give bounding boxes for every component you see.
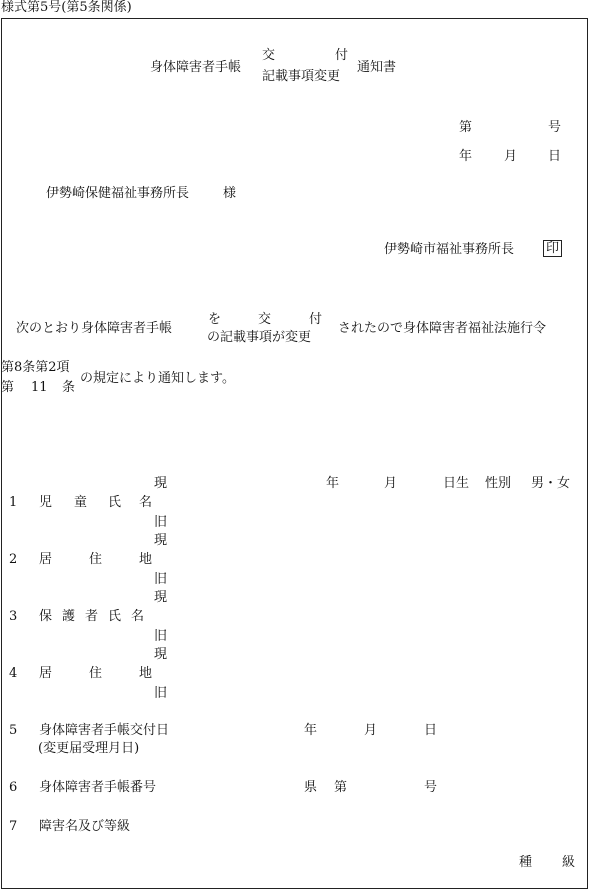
addressee-name: 伊勢崎保健福祉事務所長: [46, 186, 190, 201]
item3-label-char2: 護: [62, 609, 76, 624]
item1-sex-label: 性別: [485, 476, 512, 491]
body-reference-2-c: 条: [62, 380, 76, 395]
item1-current-mark: 現: [154, 476, 168, 491]
body-tail: されたので身体障害者福祉法施行令: [338, 321, 547, 336]
body-option-change: の記載事項が変更: [207, 330, 312, 345]
item3-label-char5: 名: [131, 609, 145, 624]
title-option-change: 記載事項変更: [262, 69, 341, 84]
date-day: 日: [548, 149, 562, 164]
item1-number: 1: [9, 495, 18, 510]
number-go: 号: [548, 120, 562, 135]
date-month: 月: [504, 149, 518, 164]
item1-sex-options: 男・女: [531, 476, 571, 491]
item1-birth-day: 日生: [443, 476, 470, 491]
item2-label-char2: 住: [89, 552, 103, 567]
item7-number: 7: [9, 819, 18, 834]
item1-label-char4: 名: [139, 495, 153, 510]
item5-month: 月: [364, 723, 378, 738]
item7-grade-kind: 種: [519, 855, 533, 870]
issuer-name: 伊勢崎市福祉事務所長: [384, 242, 515, 257]
item6-dai: 第: [334, 780, 348, 795]
body-option-issue-b: 付: [309, 312, 323, 327]
item1-birth-month: 月: [384, 476, 398, 491]
item6-number: 6: [9, 780, 18, 795]
item1-label-char2: 童: [74, 495, 88, 510]
title-option-issue-b: 付: [335, 48, 349, 63]
form-label: 様式第5号(第5条関係): [1, 0, 132, 15]
item3-label-char1: 保: [39, 609, 53, 624]
item5-sublabel: (変更届受理月日): [38, 741, 140, 756]
item1-label-char1: 児: [39, 495, 53, 510]
item2-current-mark: 現: [154, 533, 168, 548]
date-year: 年: [459, 149, 473, 164]
item4-number: 4: [9, 666, 18, 681]
body-option-issue-a: 交: [258, 312, 272, 327]
item4-label-char3: 地: [139, 666, 153, 681]
body-lead: 次のとおり身体障害者手帳: [16, 321, 173, 336]
title-main: 身体障害者手帳: [150, 60, 242, 75]
body-reference-2-a: 第: [1, 380, 15, 395]
item1-label-char3: 氏: [108, 495, 122, 510]
item6-label: 身体障害者手帳番号: [39, 780, 157, 795]
item6-go: 号: [424, 780, 438, 795]
title-tail: 通知書: [357, 60, 397, 75]
item2-label-char3: 地: [139, 552, 153, 567]
item5-label: 身体障害者手帳交付日: [39, 723, 170, 738]
item2-former-mark: 旧: [154, 572, 168, 587]
item3-label-char3: 者: [85, 609, 99, 624]
item3-former-mark: 旧: [154, 629, 168, 644]
item5-number: 5: [9, 723, 18, 738]
body-line2-tail: の規定により通知します。: [80, 371, 235, 386]
addressee-honorific: 様: [223, 186, 237, 201]
item6-prefecture: 県: [304, 780, 318, 795]
title-option-issue-a: 交: [262, 48, 276, 63]
item4-label-char1: 居: [39, 666, 53, 681]
seal-mark: 印: [543, 240, 562, 257]
body-reference-1: 第8条第2項: [1, 360, 70, 375]
item3-number: 3: [9, 609, 18, 624]
item7-label: 障害名及び等級: [39, 819, 131, 834]
body-reference-2-b: 11: [31, 380, 48, 395]
item2-number: 2: [9, 552, 18, 567]
item4-current-mark: 現: [154, 647, 168, 662]
item4-label-char2: 住: [89, 666, 103, 681]
item5-year: 年: [304, 723, 318, 738]
item1-birth-year: 年: [326, 476, 340, 491]
item2-label-char1: 居: [39, 552, 53, 567]
item7-grade-level: 級: [562, 855, 576, 870]
body-option-wo: を: [208, 312, 222, 327]
item5-day: 日: [424, 723, 438, 738]
document-frame: [1, 18, 588, 889]
item4-former-mark: 旧: [154, 686, 168, 701]
item3-current-mark: 現: [154, 590, 168, 605]
item3-label-char4: 氏: [108, 609, 122, 624]
number-dai: 第: [459, 120, 473, 135]
item1-former-mark: 旧: [154, 515, 168, 530]
